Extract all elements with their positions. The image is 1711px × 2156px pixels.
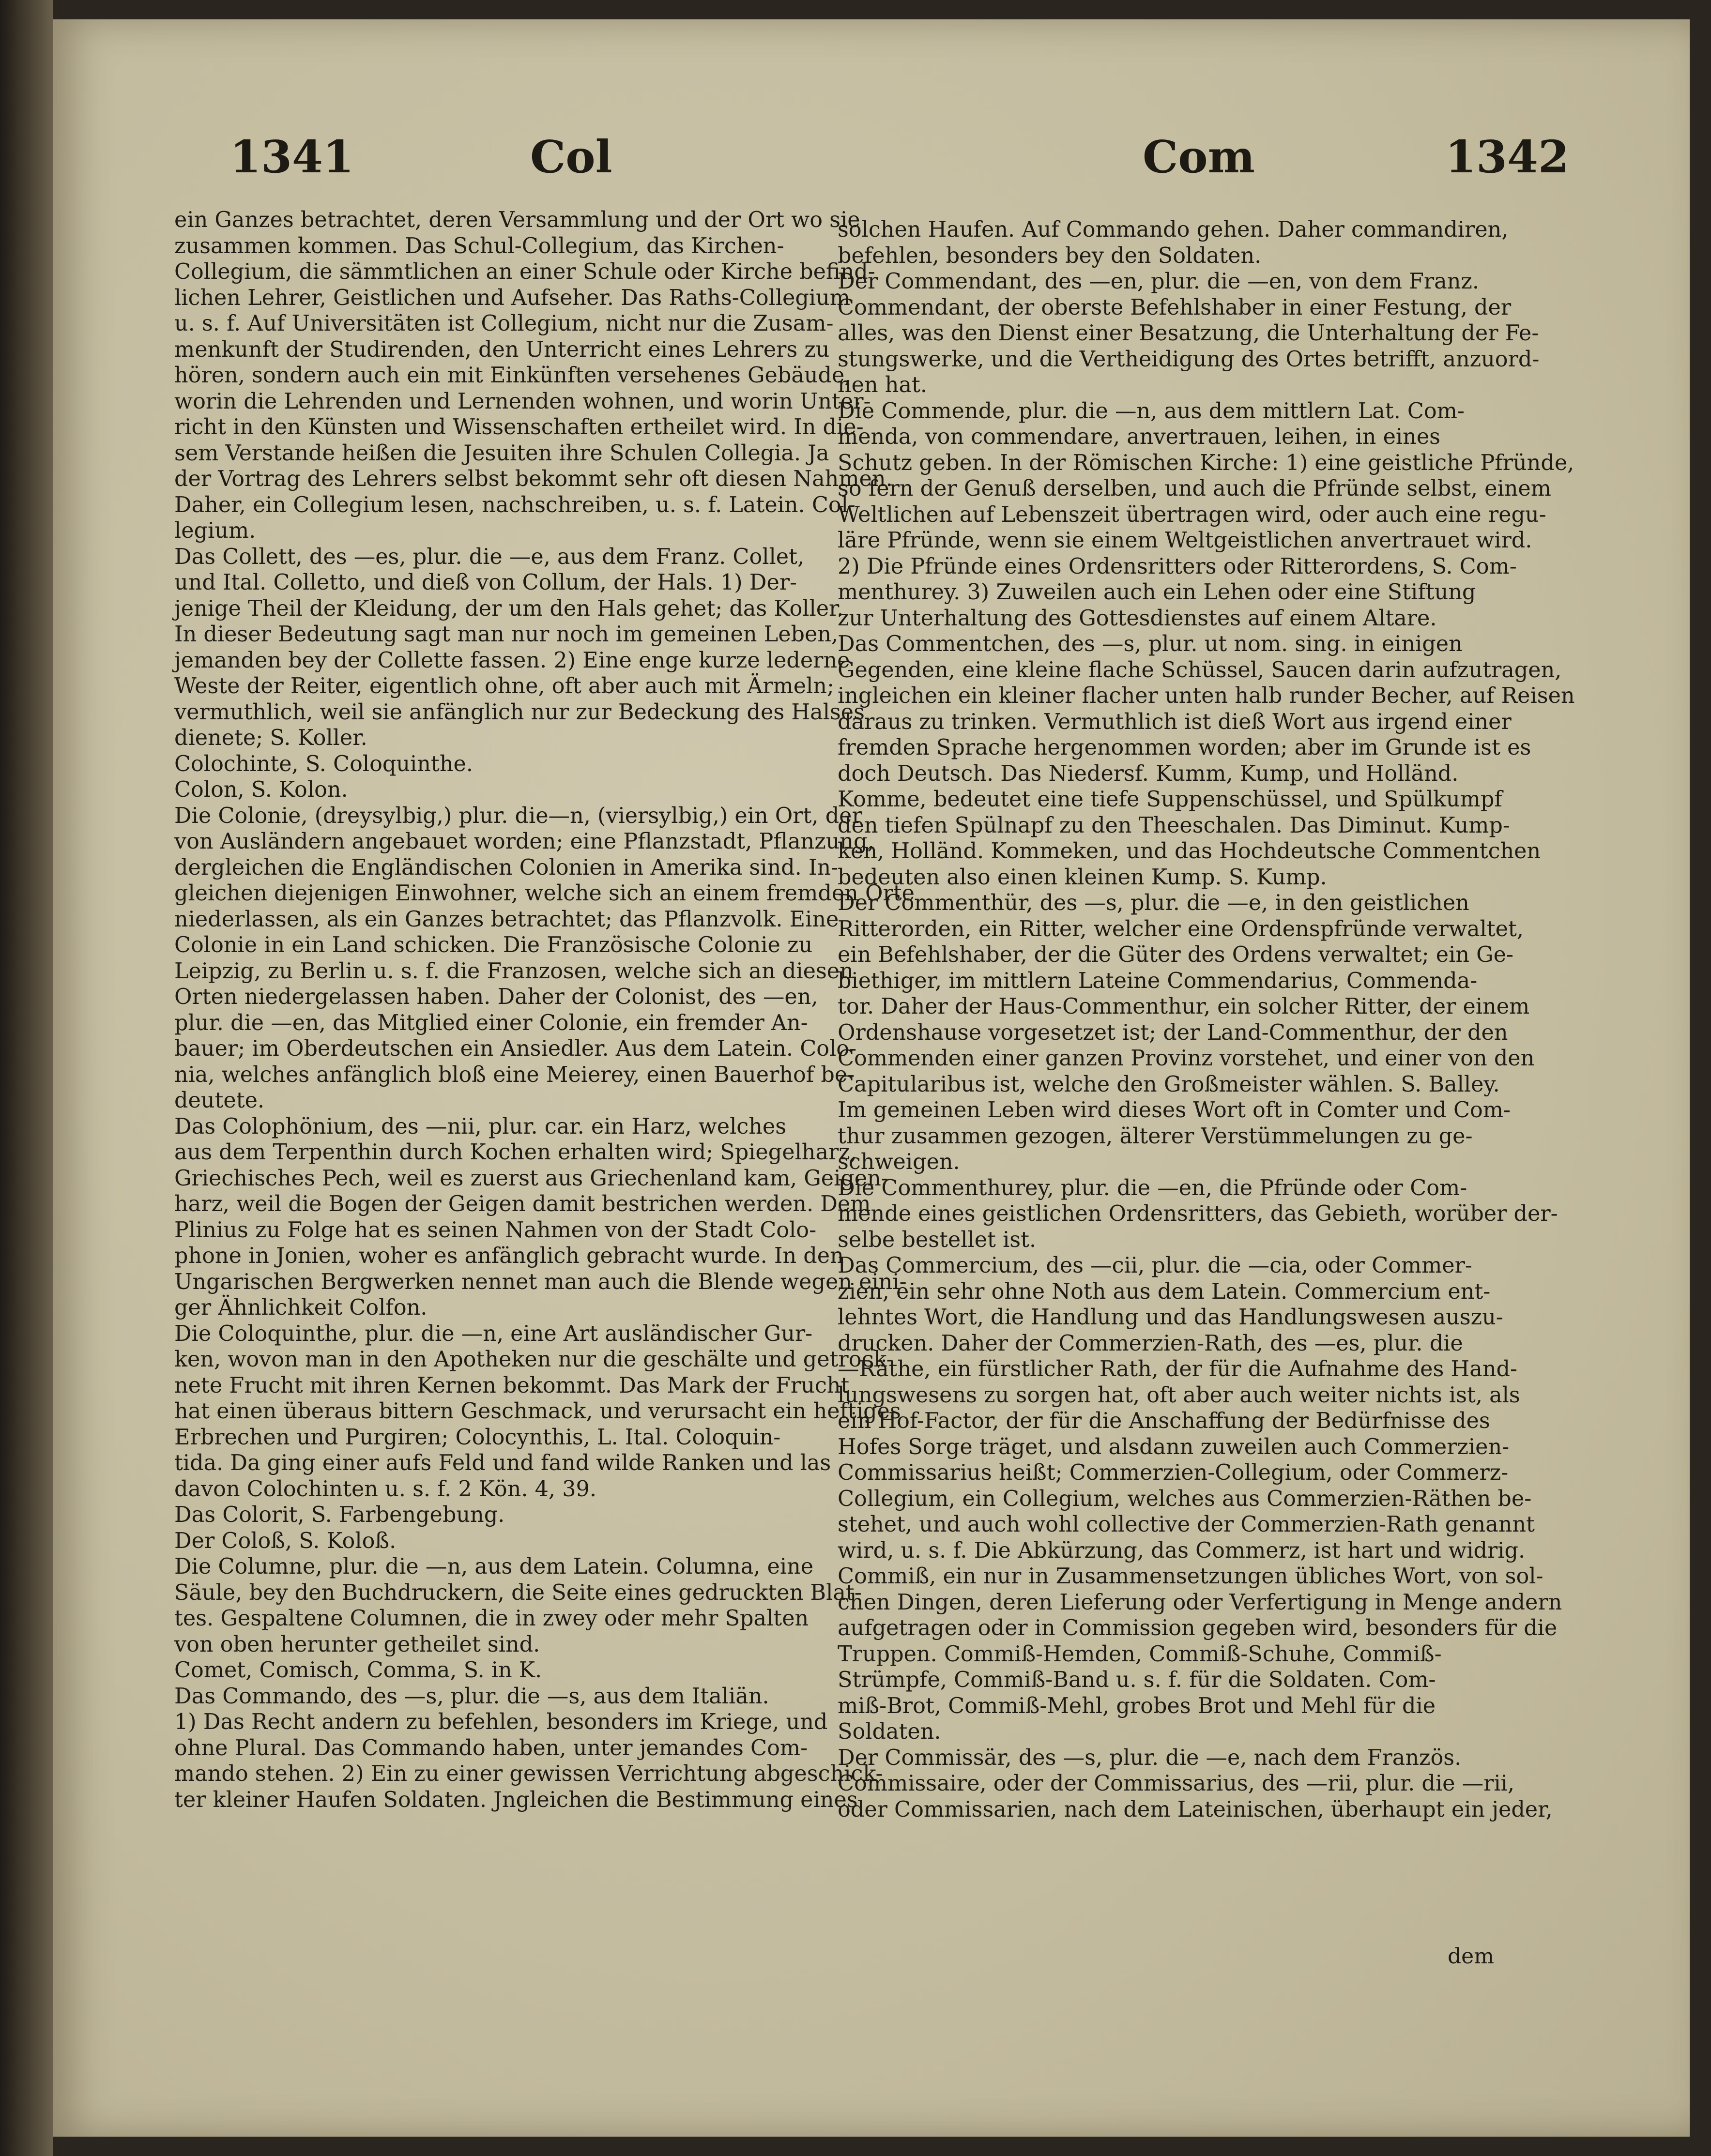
text-line: ein Ganzes betrachtet, deren Versammlung und der Ort wo sie xyxy=(174,208,860,232)
text-line: sem Verstande heißen die Jesuiten ihre Schulen Collegia. Ja xyxy=(174,440,829,466)
text-line: Die Coloquinthe, plur. die —n, eine Art ausländischer Gur- xyxy=(174,1321,813,1346)
text-line: miß-Brot, Commiß-Mehl, grobes Brot und Mehl für die xyxy=(838,1693,1436,1718)
text-line: Die Colonie, (dreysylbig,) plur. die—n, (viersylbig,) ein Ort, der xyxy=(174,803,862,828)
text-line: —Räthe, ein fürstlicher Rath, der für die Aufnahme des Hand- xyxy=(838,1357,1518,1382)
text-line: läre Pfründe, wenn sie einem Weltgeistlichen anvertrauet wird. xyxy=(838,528,1532,553)
text-line: solchen Haufen. Auf Commando gehen. Daher commandiren, xyxy=(838,217,1509,242)
text-line: u. s. f. Auf Universitäten ist Collegium, nicht nur die Zusam- xyxy=(174,311,834,336)
text-line: zien, ein sehr ohne Noth aus dem Latein. Commercium ent- xyxy=(838,1279,1491,1304)
text-line: der Vortrag des Lehrers selbst bekommt sehr oft diesen Nahmen. xyxy=(174,467,893,491)
running-head-left: Col xyxy=(530,131,612,183)
text-line: lehntes Wort, die Handlung und das Handlungswesen auszu- xyxy=(838,1305,1503,1330)
text-line: aus dem Terpenthin durch Kochen erhalten wird; Spiegelharz, xyxy=(174,1140,857,1165)
text-line: befehlen, besonders bey den Soldaten. xyxy=(838,243,1262,268)
text-line: Das Colorit, S. Farbengebung. xyxy=(174,1503,505,1527)
text-line: zusammen kommen. Das Schul-Collegium, das Kirchen- xyxy=(174,233,784,258)
text-line: dergleichen die Engländischen Colonien in Amerika sind. In- xyxy=(174,855,839,880)
text-line: Das Commercium, des —cii, plur. die —cia, oder Commer- xyxy=(838,1253,1472,1278)
text-line: davon Colochinten u. s. f. 2 Kön. 4, 39. xyxy=(174,1476,596,1502)
text-line: chen Dingen, deren Lieferung oder Verfertigung in Menge andern xyxy=(838,1590,1562,1615)
text-line: Comet, Comisch, Comma, S. in K. xyxy=(174,1658,542,1683)
text-line: Ungarischen Bergwerken nennet man auch die Blende wegen eini- xyxy=(174,1269,907,1294)
right-column xyxy=(838,217,1575,1822)
text-line: plur. die —en, das Mitglied einer Colonie, ein fremder An- xyxy=(174,1010,808,1035)
text-line: Colochinte, S. Coloquinthe. xyxy=(174,751,473,776)
text-line: nia, welches anfänglich bloß eine Meierey, einen Bauerhof be- xyxy=(174,1062,855,1087)
text-line: ohne Plural. Das Commando haben, unter jemandes Com- xyxy=(174,1735,808,1761)
text-line: harz, weil die Bogen der Geigen damit bestrichen werden. Dem xyxy=(174,1192,871,1216)
text-line: stungswerke, und die Vertheidigung des Ortes betrifft, anzuord- xyxy=(838,347,1540,372)
text-line: Colon, S. Kolon. xyxy=(174,777,348,802)
text-line: aufgetragen oder in Commission gegeben wird, besonders für die xyxy=(838,1616,1558,1640)
text-line: In dieser Bedeutung sagt man nur noch im gemeinen Leben, xyxy=(174,622,839,647)
text-line: Gegenden, eine kleine flache Schüssel, Saucen darin aufzutragen, xyxy=(838,657,1562,683)
text-line: ger Ähnlichkeit Colfon. xyxy=(174,1295,428,1320)
text-line: tida. Da ging einer aufs Feld und fand wilde Ranken und las xyxy=(174,1451,831,1475)
text-line: Hofes Sorge träget, und alsdann zuweilen auch Commerzien- xyxy=(838,1434,1510,1459)
text-line: ken, Holländ. Kommeken, und das Hochdeutsche Commentchen xyxy=(838,839,1541,864)
text-line: Truppen. Commiß-Hemden, Commiß-Schuhe, Commiß- xyxy=(838,1641,1442,1667)
catchword: dem xyxy=(1448,1944,1494,1969)
text-line: Der Coloß, S. Koloß. xyxy=(174,1528,397,1553)
text-line: Erbrechen und Purgiren; Colocynthis, L. Ital. Coloquin- xyxy=(174,1425,781,1450)
text-line: ein Hof-Factor, der für die Anschaffung der Bedürfnisse des xyxy=(838,1409,1490,1433)
text-line: ken, wovon man in den Apotheken nur die geschälte und getrock- xyxy=(174,1347,894,1372)
text-line: Plinius zu Folge hat es seinen Nahmen von der Stadt Colo- xyxy=(174,1217,817,1243)
text-line: fremden Sprache hergenommen worden; aber im Grunde ist es xyxy=(838,735,1531,760)
text-line: bauer; im Oberdeutschen ein Ansiedler. Aus dem Latein. Colo- xyxy=(174,1036,857,1061)
text-line: Leipzig, zu Berlin u. s. f. die Franzosen, welche sich an diesen xyxy=(174,958,854,984)
text-line: alles, was den Dienst einer Besatzung, die Unterhaltung der Fe- xyxy=(838,321,1539,346)
text-line: Soldaten. xyxy=(838,1719,941,1744)
text-line: niederlassen, als ein Ganzes betrachtet; das Pflanzvolk. Eine xyxy=(174,907,839,932)
text-line: bedeuten also einen kleinen Kump. S. Kump. xyxy=(838,865,1327,890)
text-line: Der Commendant, des —en, plur. die —en, von dem Franz. xyxy=(838,269,1479,294)
text-line: Orten niedergelassen haben. Daher der Colonist, des —en, xyxy=(174,985,818,1009)
text-line: Griechisches Pech, weil es zuerst aus Griechenland kam, Geigen- xyxy=(174,1166,888,1191)
text-line: Im gemeinen Leben wird dieses Wort oft in Comter und Com- xyxy=(838,1098,1511,1123)
text-line: schweigen. xyxy=(838,1150,960,1174)
text-line: nete Frucht mit ihren Kernen bekommt. Das Mark der Frucht xyxy=(174,1373,850,1398)
text-line: Weste der Reiter, eigentlich ohne, oft aber auch mit Ärmeln; xyxy=(174,674,834,698)
text-line: menthurey. 3) Zuweilen auch ein Lehen oder eine Stiftung xyxy=(838,580,1476,605)
text-line: Strümpfe, Commiß-Band u. s. f. für die Soldaten. Com- xyxy=(838,1668,1436,1692)
text-line: Der Commenthür, des —s, plur. die —e, in den geistlichen xyxy=(838,891,1469,915)
text-line: ein Befehlshaber, der die Güter des Ordens verwaltet; ein Ge- xyxy=(838,942,1514,967)
text-line: menkunft der Studirenden, den Unterricht eines Lehrers zu xyxy=(174,337,830,362)
text-line: tor. Daher der Haus-Commenthur, ein solcher Ritter, der einem xyxy=(838,994,1530,1019)
text-line: hat einen überaus bittern Geschmack, und verursacht ein heftiges xyxy=(174,1399,901,1424)
text-line: Schutz geben. In der Römischen Kirche: 1) eine geistliche Pfründe, xyxy=(838,450,1574,475)
text-line: Säule, bey den Buchdruckern, die Seite eines gedruckten Blat- xyxy=(174,1580,862,1605)
text-line: Ordenshause vorgesetzet ist; der Land-Commenthur, der den xyxy=(838,1020,1508,1045)
text-line: von Ausländern angebauet worden; eine Pflanzstadt, Pflanzung, xyxy=(174,829,874,854)
text-line: biethiger, im mittlern Lateine Commendarius, Commenda- xyxy=(838,968,1478,993)
text-line: Commissaire, oder der Commissarius, des —rii, plur. die —rii, xyxy=(838,1771,1514,1796)
text-line: hören, sondern auch ein mit Einkünften versehenes Gebäude, xyxy=(174,363,852,388)
text-line: Capitularibus ist, welche den Großmeister wählen. S. Balley. xyxy=(838,1072,1500,1097)
book-binding xyxy=(0,0,53,2156)
text-line: den tiefen Spülnapf zu den Theeschalen. Das Diminut. Kump- xyxy=(838,813,1510,838)
text-line: Commenden einer ganzen Provinz vorstehet, und einer von den xyxy=(838,1046,1535,1071)
text-line: Ritterorden, ein Ritter, welcher eine Ordenspfründe verwaltet, xyxy=(838,916,1524,941)
text-line: 2) Die Pfründe eines Ordensritters oder Ritterordens, S. Com- xyxy=(838,554,1517,579)
text-line: dienete; S. Koller. xyxy=(174,726,367,750)
text-line: thur zusammen gezogen, älterer Verstümmelungen zu ge- xyxy=(838,1124,1473,1149)
text-line: vermuthlich, weil sie anfänglich nur zur Bedeckung des Halses xyxy=(174,699,865,725)
text-line: 1) Das Recht andern zu befehlen, besonders im Kriege, und xyxy=(174,1710,828,1734)
text-line: Collegium, die sämmtlichen an einer Schule oder Kirche befind- xyxy=(174,259,875,284)
page-number-left: 1341 xyxy=(230,131,354,183)
text-line: Commissarius heißt; Commerzien-Collegium, oder Commerz- xyxy=(838,1460,1509,1485)
text-line: Commendant, der oberste Befehlshaber in einer Festung, der xyxy=(838,295,1512,320)
text-line: menda, von commendare, anvertrauen, leihen, in eines xyxy=(838,425,1441,449)
text-line: ingleichen ein kleiner flacher unten halb runder Becher, auf Reisen xyxy=(838,683,1575,708)
running-head-right: Com xyxy=(1143,131,1255,183)
text-line: Das Colophönium, des —nii, plur. car. ein Harz, welches xyxy=(174,1114,787,1139)
text-line: Colonie in ein Land schicken. Die Französische Colonie zu xyxy=(174,933,813,957)
text-line: gleichen diejenigen Einwohner, welche sich an einem fremden Orte xyxy=(174,881,915,906)
text-line: lungswesens zu sorgen hat, oft aber auch weiter nichts ist, als xyxy=(838,1382,1520,1408)
text-line: so fern der Genuß derselben, und auch die Pfründe selbst, einem xyxy=(838,476,1551,501)
text-line: Das Collett, des —es, plur. die —e, aus dem Franz. Collet, xyxy=(174,544,805,569)
text-line: Daher, ein Collegium lesen, nachschreiben, u. s. f. Latein. Col- xyxy=(174,492,856,517)
text-line: drucken. Daher der Commerzien-Rath, des —es, plur. die xyxy=(838,1331,1463,1356)
text-line: phone in Jonien, woher es anfänglich gebracht wurde. In den xyxy=(174,1244,844,1268)
text-line: Komme, bedeutet eine tiefe Suppenschüssel, und Spülkumpf xyxy=(838,787,1502,812)
text-line: legium. xyxy=(174,518,256,543)
text-line: Die Columne, plur. die —n, aus dem Latein. Columna, eine xyxy=(174,1554,814,1579)
text-line: oder Commissarien, nach dem Lateinischen, überhaupt ein jeder, xyxy=(838,1797,1553,1822)
text-line: Die Commenthurey, plur. die —en, die Pfründe oder Com- xyxy=(838,1175,1467,1200)
text-line: Commiß, ein nur in Zusammensetzungen übliches Wort, von sol- xyxy=(838,1564,1543,1589)
text-line: lichen Lehrer, Geistlichen und Aufseher. Das Raths-Collegium xyxy=(174,285,850,310)
text-line: selbe bestellet ist. xyxy=(838,1227,1037,1252)
text-line: ter kleiner Haufen Soldaten. Jngleichen die Bestimmung eines xyxy=(174,1787,858,1812)
text-line: nen hat. xyxy=(838,373,928,397)
text-line: doch Deutsch. Das Niedersf. Kumm, Kump, und Holländ. xyxy=(838,761,1459,786)
text-line: Der Commissär, des —s, plur. die —e, nach dem Französ. xyxy=(838,1745,1462,1770)
text-line: Das Commando, des —s, plur. die —s, aus dem Italiän. xyxy=(174,1684,769,1709)
text-line: worin die Lehrenden und Lernenden wohnen, und worin Unter- xyxy=(174,389,871,414)
text-line: Collegium, ein Collegium, welches aus Commerzien-Räthen be- xyxy=(838,1486,1532,1511)
text-line: daraus zu trinken. Vermuthlich ist dieß Wort aus irgend einer xyxy=(838,709,1512,734)
text-line: zur Unterhaltung des Gottesdienstes auf einem Altare. xyxy=(838,606,1437,631)
text-line: stehet, und auch wohl collective der Commerzien-Rath genannt xyxy=(838,1512,1535,1537)
text-line: deutete. xyxy=(174,1088,265,1113)
text-line: jemanden bey der Collette fassen. 2) Eine enge kurze lederne xyxy=(174,648,850,673)
page-number-right: 1342 xyxy=(1445,131,1570,183)
text-line: mende eines geistlichen Ordensritters, das Gebieth, worüber der- xyxy=(838,1201,1558,1226)
text-line: Die Commende, plur. die —n, aus dem mittlern Lat. Com- xyxy=(838,398,1465,424)
text-line: Weltlichen auf Lebenszeit übertragen wird, oder auch eine regu- xyxy=(838,502,1546,527)
text-line: und Ital. Colletto, und dieß von Collum, der Hals. 1) Der- xyxy=(174,570,797,595)
text-line: richt in den Künsten und Wissenschaften ertheilet wird. In die- xyxy=(174,415,864,440)
text-line: von oben herunter getheilet sind. xyxy=(174,1632,540,1657)
text-line: wird, u. s. f. Die Abkürzung, das Commerz, ist hart und widrig. xyxy=(838,1538,1526,1563)
text-line: mando stehen. 2) Ein zu einer gewissen Verrichtung abgeschick- xyxy=(174,1761,883,1786)
text-line: Das Commentchen, des —s, plur. ut nom. sing. in einigen xyxy=(838,632,1463,656)
text-line: tes. Gespaltene Columnen, die in zwey oder mehr Spalten xyxy=(174,1606,809,1631)
text-line: jenige Theil der Kleidung, der um den Hals gehet; das Koller. xyxy=(174,596,844,621)
